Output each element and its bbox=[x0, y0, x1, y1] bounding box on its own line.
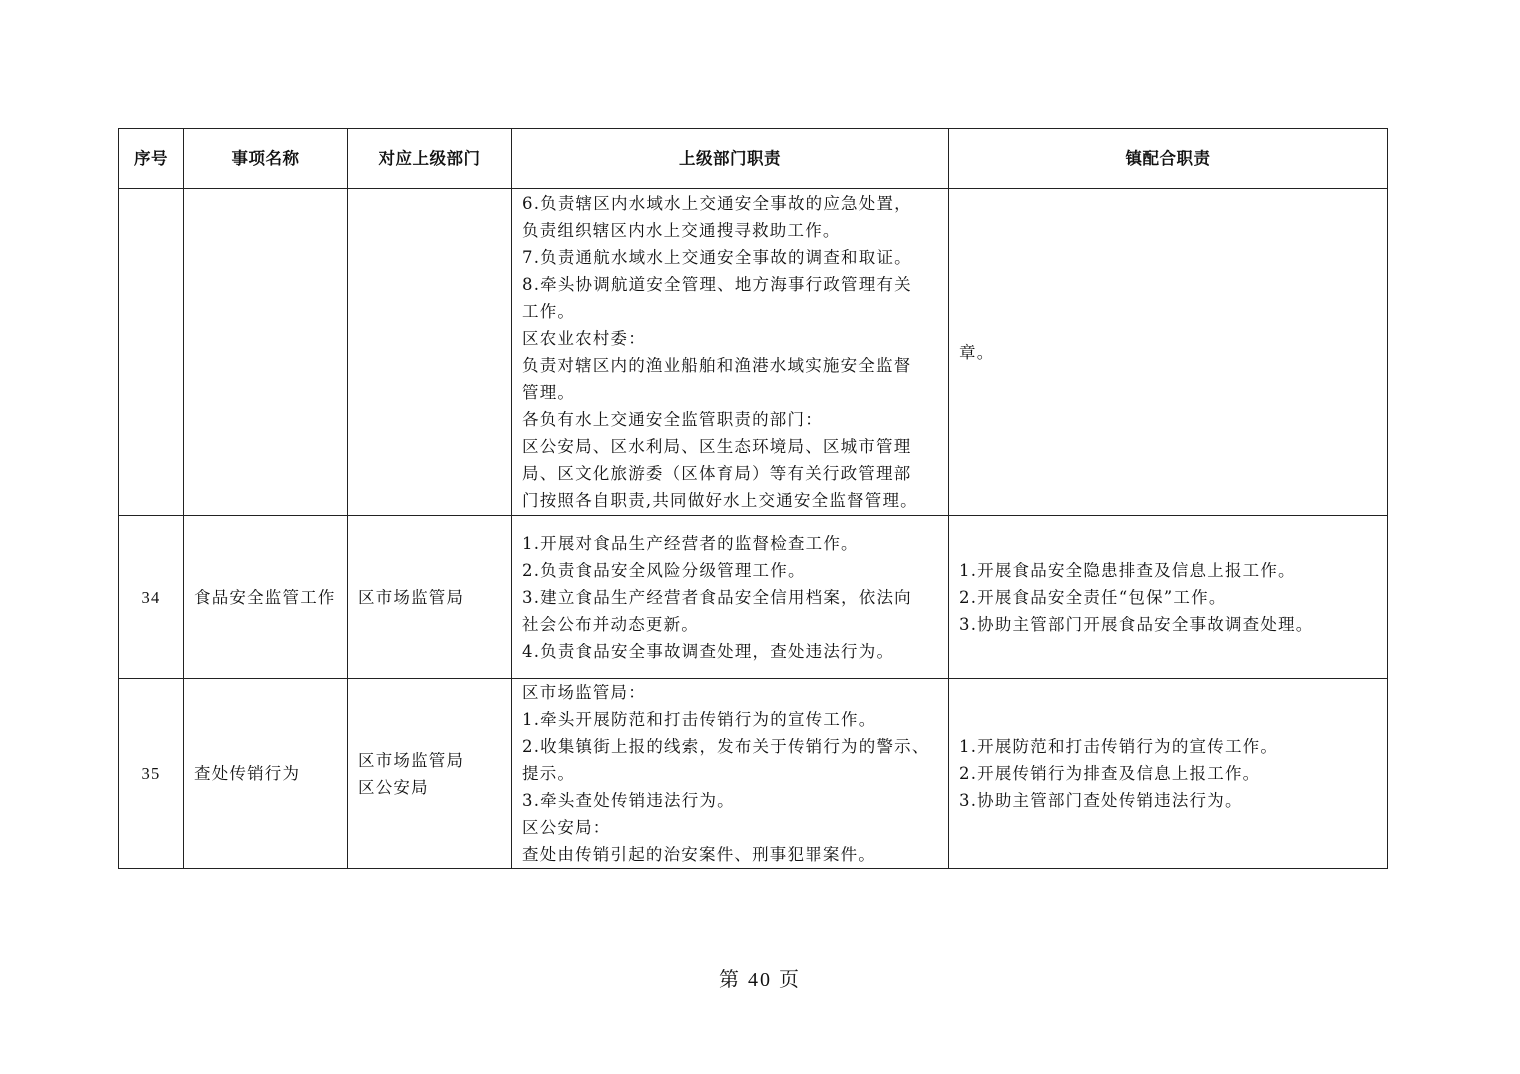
duty-line: 6.负责辖区内水域水上交通安全事故的应急处置， bbox=[522, 194, 912, 213]
row-department bbox=[348, 679, 512, 869]
duty-line: 社会公布并动态更新。 bbox=[522, 614, 699, 634]
town-duty-line: 3.协助主管部门开展食品安全事故调查处理。 bbox=[959, 614, 1314, 634]
duty-line: 4.负责食品安全事故调查处理，查处违法行为。 bbox=[522, 641, 895, 661]
row-town-duties bbox=[949, 516, 1388, 679]
responsibility-table bbox=[118, 128, 1388, 869]
duty-line: 负责对辖区内的渔业船舶和渔港水域实施安全监督 bbox=[522, 356, 912, 375]
header-serial-number: 序号 bbox=[119, 129, 184, 189]
table-row bbox=[119, 189, 1388, 516]
table-row bbox=[119, 516, 1388, 679]
duty-line: 1.牵头开展防范和打击传销行为的宣传工作。 bbox=[522, 710, 877, 729]
header-item-name: 事项名称 bbox=[184, 129, 348, 189]
town-duty-line: 3.协助主管部门查处传销违法行为。 bbox=[959, 791, 1243, 810]
page-number: 第 40 页 bbox=[719, 969, 801, 991]
duty-line: 区公安局： bbox=[522, 818, 611, 837]
row-number: 35 bbox=[119, 679, 184, 869]
department-line: 区市场监管局 bbox=[358, 750, 465, 770]
town-duty-line: 1.开展防范和打击传销行为的宣传工作。 bbox=[959, 737, 1279, 756]
town-duty-line: 2.开展传销行为排查及信息上报工作。 bbox=[959, 764, 1261, 783]
duty-line: 1.开展对食品生产经营者的监督检查工作。 bbox=[522, 533, 859, 553]
header-superior-department: 对应上级部门 bbox=[348, 129, 512, 189]
town-duty-line: 2.开展食品安全责任“包保”工作。 bbox=[959, 587, 1227, 607]
department-line: 区市场监管局 bbox=[358, 587, 465, 607]
row-number: 34 bbox=[119, 516, 184, 679]
row-superior-duties bbox=[512, 679, 949, 869]
duty-line: 7.负责通航水域水上交通安全事故的调查和取证。 bbox=[522, 248, 912, 267]
duty-line: 区农业农村委： bbox=[522, 329, 646, 348]
duty-line: 区市场监管局： bbox=[522, 683, 646, 702]
duty-line: 2.负责食品安全风险分级管理工作。 bbox=[522, 560, 806, 580]
duty-line: 门按照各自职责,共同做好水上交通安全监督管理。 bbox=[522, 491, 918, 510]
row-item-name: 食品安全监管工作 bbox=[184, 516, 348, 679]
duty-line: 3.牵头查处传销违法行为。 bbox=[522, 791, 735, 810]
header-town-duties: 镇配合职责 bbox=[949, 129, 1388, 189]
town-duty-line: 1.开展食品安全隐患排查及信息上报工作。 bbox=[959, 560, 1296, 580]
header-superior-duties: 上级部门职责 bbox=[512, 129, 949, 189]
row-department bbox=[348, 516, 512, 679]
row-item-name bbox=[184, 189, 348, 516]
duty-line: 8.牵头协调航道安全管理、地方海事行政管理有关 bbox=[522, 275, 912, 294]
row-town-duties bbox=[949, 189, 1388, 516]
duty-line: 区公安局、区水利局、区生态环境局、区城市管理 bbox=[522, 437, 912, 456]
duty-line: 工作。 bbox=[522, 302, 576, 321]
duty-line: 负责组织辖区内水上交通搜寻救助工作。 bbox=[522, 221, 841, 240]
duty-line: 管理。 bbox=[522, 383, 576, 402]
department-line: 区公安局 bbox=[358, 777, 429, 797]
duty-line: 2.收集镇街上报的线索，发布关于传销行为的警示、 bbox=[522, 737, 930, 756]
row-town-duties bbox=[949, 679, 1388, 869]
duty-line: 3.建立食品生产经营者食品安全信用档案，依法向 bbox=[522, 587, 912, 607]
duty-line: 查处由传销引起的治安案件、刑事犯罪案件。 bbox=[522, 845, 876, 864]
duty-line: 局、区文化旅游委（区体育局）等有关行政管理部 bbox=[522, 464, 912, 483]
row-superior-duties bbox=[512, 189, 949, 516]
duty-line: 提示。 bbox=[522, 764, 576, 783]
town-duty-line: 章。 bbox=[959, 342, 995, 362]
table-header-row bbox=[119, 129, 1388, 189]
row-superior-duties bbox=[512, 516, 949, 679]
duty-line: 各负有水上交通安全监管职责的部门： bbox=[522, 410, 823, 429]
row-item-name: 查处传销行为 bbox=[184, 679, 348, 869]
row-department bbox=[348, 189, 512, 516]
table-row bbox=[119, 679, 1388, 869]
row-number bbox=[119, 189, 184, 516]
